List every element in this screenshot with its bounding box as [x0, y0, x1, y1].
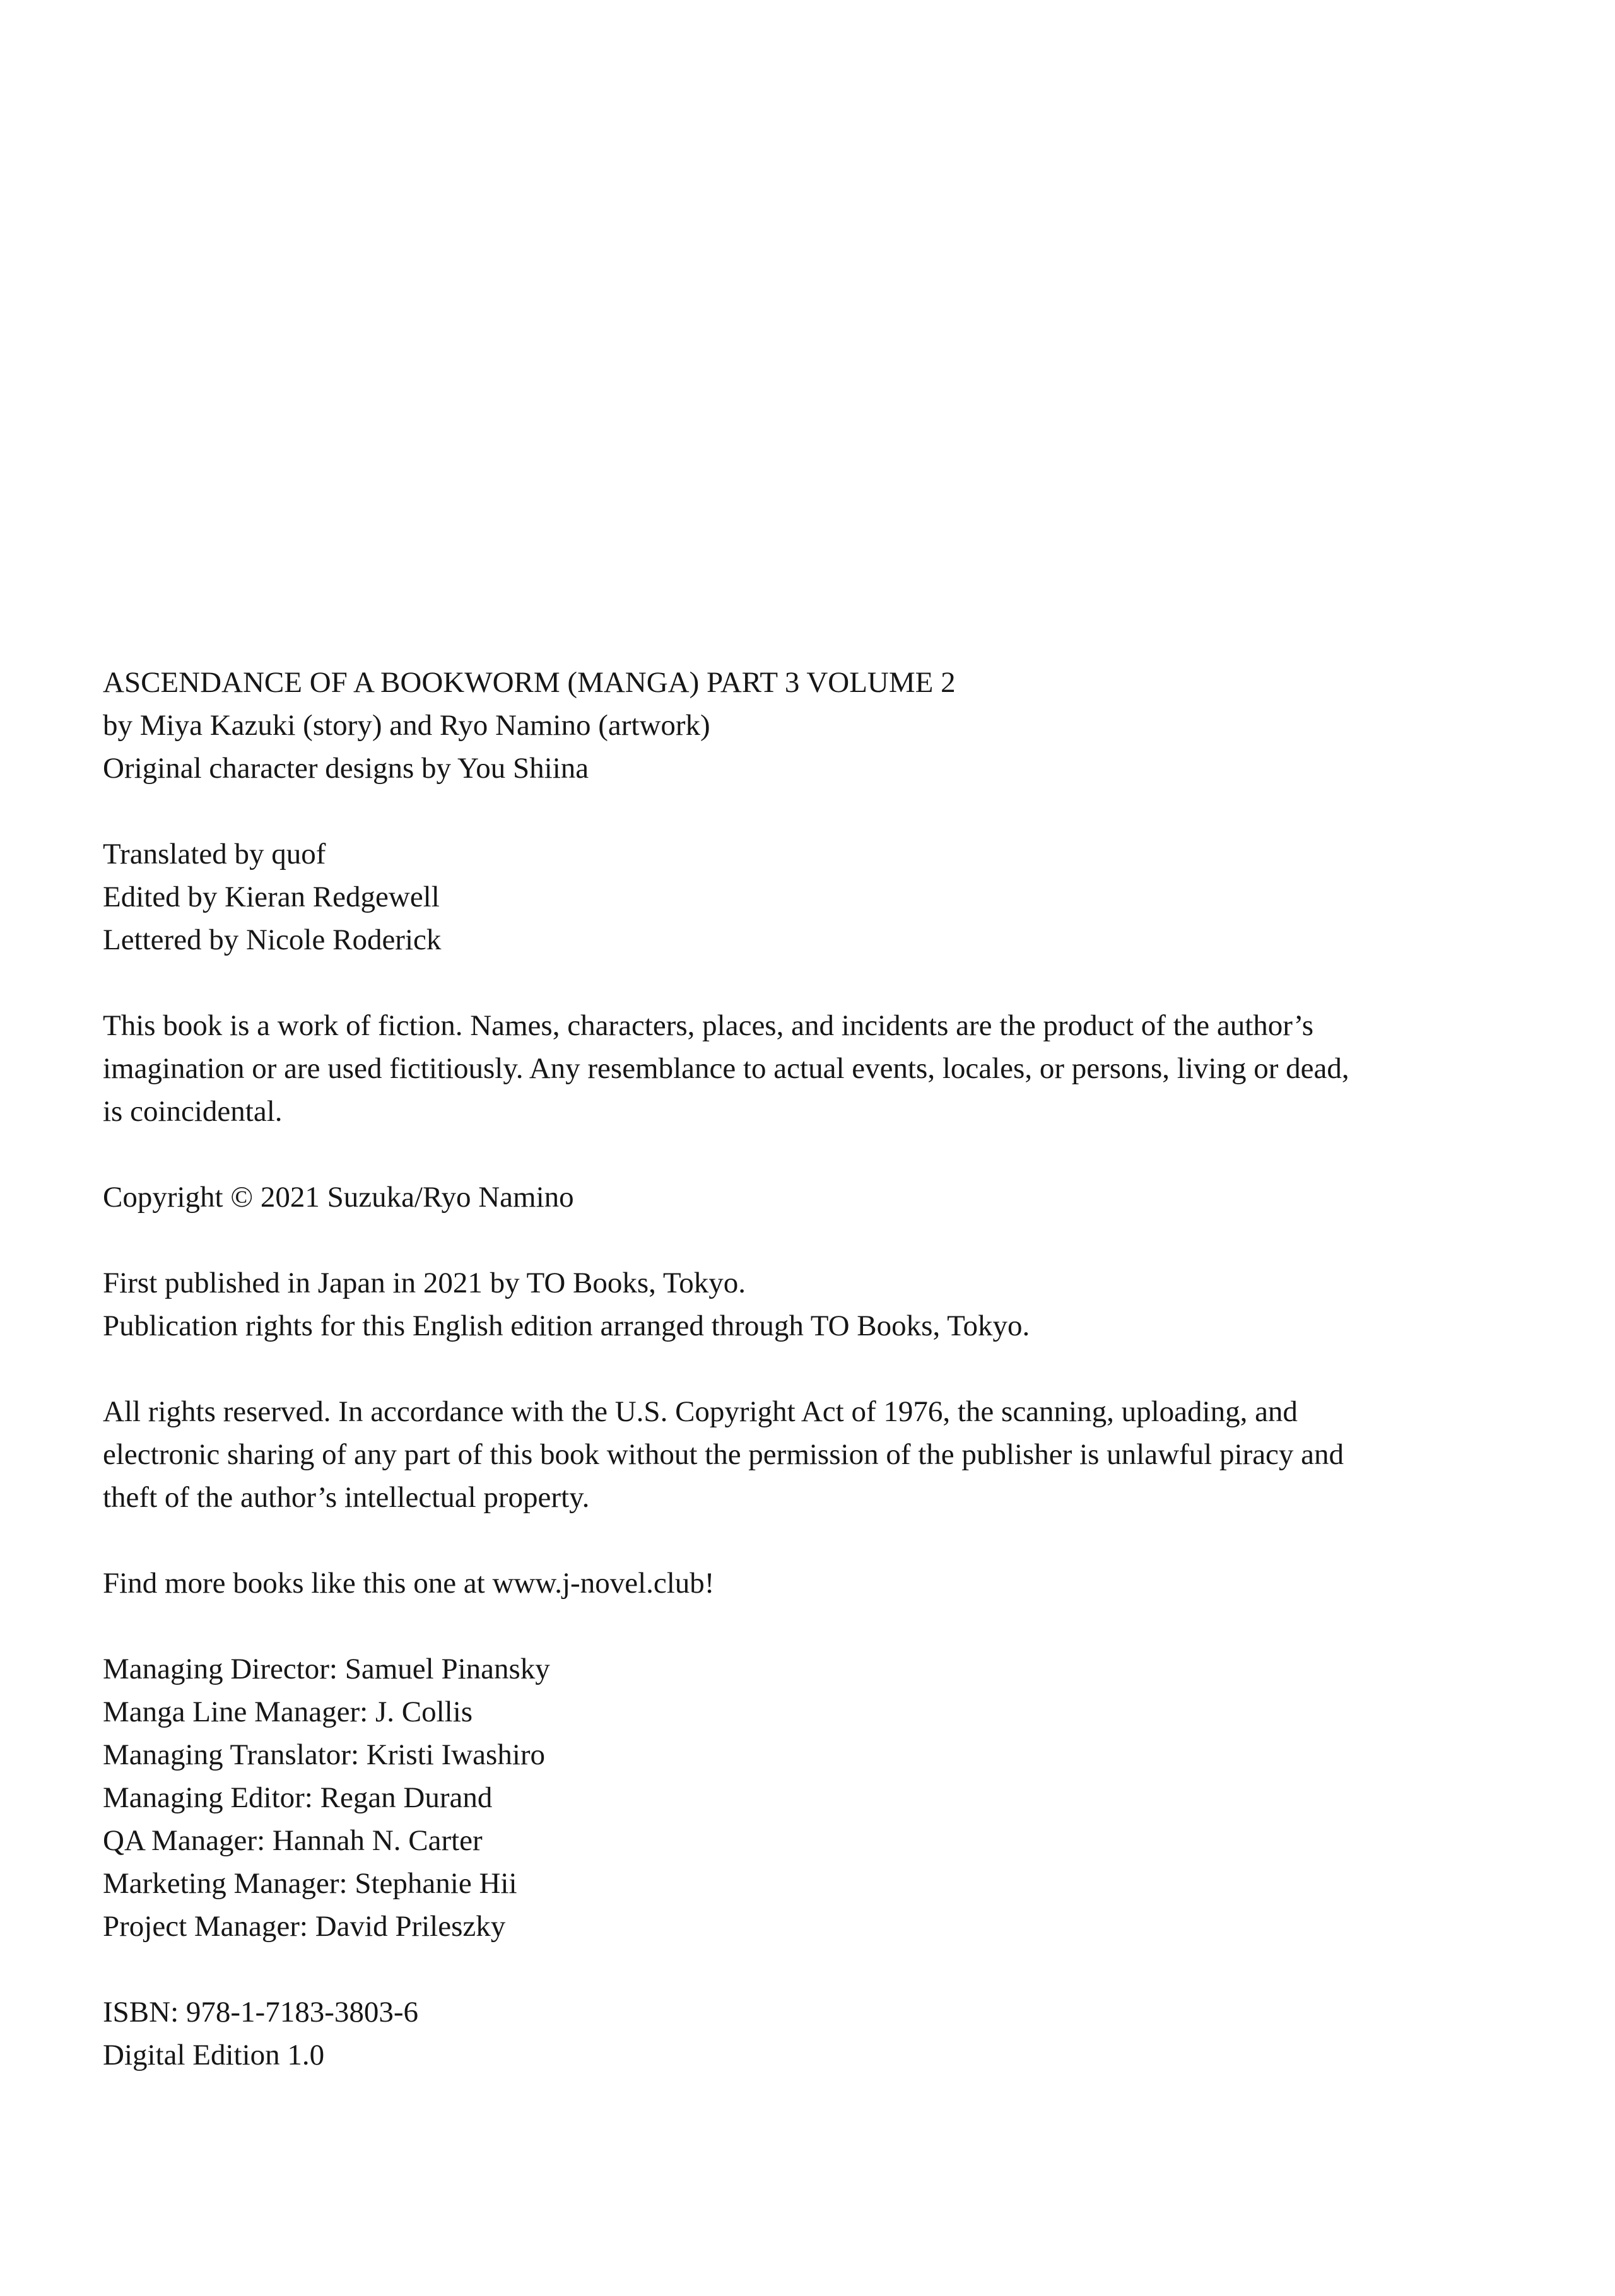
character-designs-credit: Original character designs by You Shiina [103, 752, 589, 785]
byline: by Miya Kazuki (story) and Ryo Namino (artwork) [103, 709, 710, 742]
first-published-line: First published in Japan in 2021 by TO Books, Tokyo. [103, 1267, 746, 1299]
rights-notice: All rights reserved. In accordance with the U.S. Copyright Act of 1976, the scanning, uploading, and electronic sharing of any part of this book without the permission of the publisher is unlawful piracy and theft of the author’s intellectual property. [103, 1395, 1344, 1514]
publication-rights-line: Publication rights for this English edition arranged through TO Books, Tokyo. [103, 1309, 1030, 1342]
qa-manager-line: QA Manager: Hannah N. Carter [103, 1824, 483, 1857]
project-manager-line: Project Manager: David Prileszky [103, 1910, 506, 1943]
managing-director-line: Managing Director: Samuel Pinansky [103, 1653, 550, 1685]
promo-line: Find more books like this one at www.j-novel.club! [103, 1567, 715, 1600]
marketing-manager-line: Marketing Manager: Stephanie Hii [103, 1867, 517, 1900]
edition-block [103, 1991, 1355, 2076]
colophon-text-block [103, 661, 1355, 2076]
letterer-credit: Lettered by Nicole Roderick [103, 923, 442, 956]
title-block [103, 661, 1355, 790]
copyright-line: Copyright © 2021 Suzuka/Ryo Namino [103, 1181, 574, 1214]
isbn-line: ISBN: 978-1-7183-3803-6 [103, 1996, 418, 2029]
translator-credit: Translated by quof [103, 838, 326, 870]
fiction-disclaimer: This book is a work of fiction. Names, characters, places, and incidents are the product of the author’s imagination or are used fictitiously. Any resemblance to actual events, locales, or persons, living or dead, is coincidental. [103, 1009, 1349, 1128]
book-title: ASCENDANCE OF A BOOKWORM (MANGA) PART 3 VOLUME 2 [103, 666, 956, 699]
digital-edition-line: Digital Edition 1.0 [103, 2039, 325, 2071]
editor-credit: Edited by Kieran Redgewell [103, 881, 440, 913]
managing-translator-line: Managing Translator: Kristi Iwashiro [103, 1738, 546, 1771]
credits-block [103, 833, 1355, 961]
publication-block [103, 1262, 1355, 1347]
manga-line-manager-line: Manga Line Manager: J. Collis [103, 1696, 473, 1728]
managing-editor-line: Managing Editor: Regan Durand [103, 1781, 493, 1814]
staff-block [103, 1648, 1355, 1948]
